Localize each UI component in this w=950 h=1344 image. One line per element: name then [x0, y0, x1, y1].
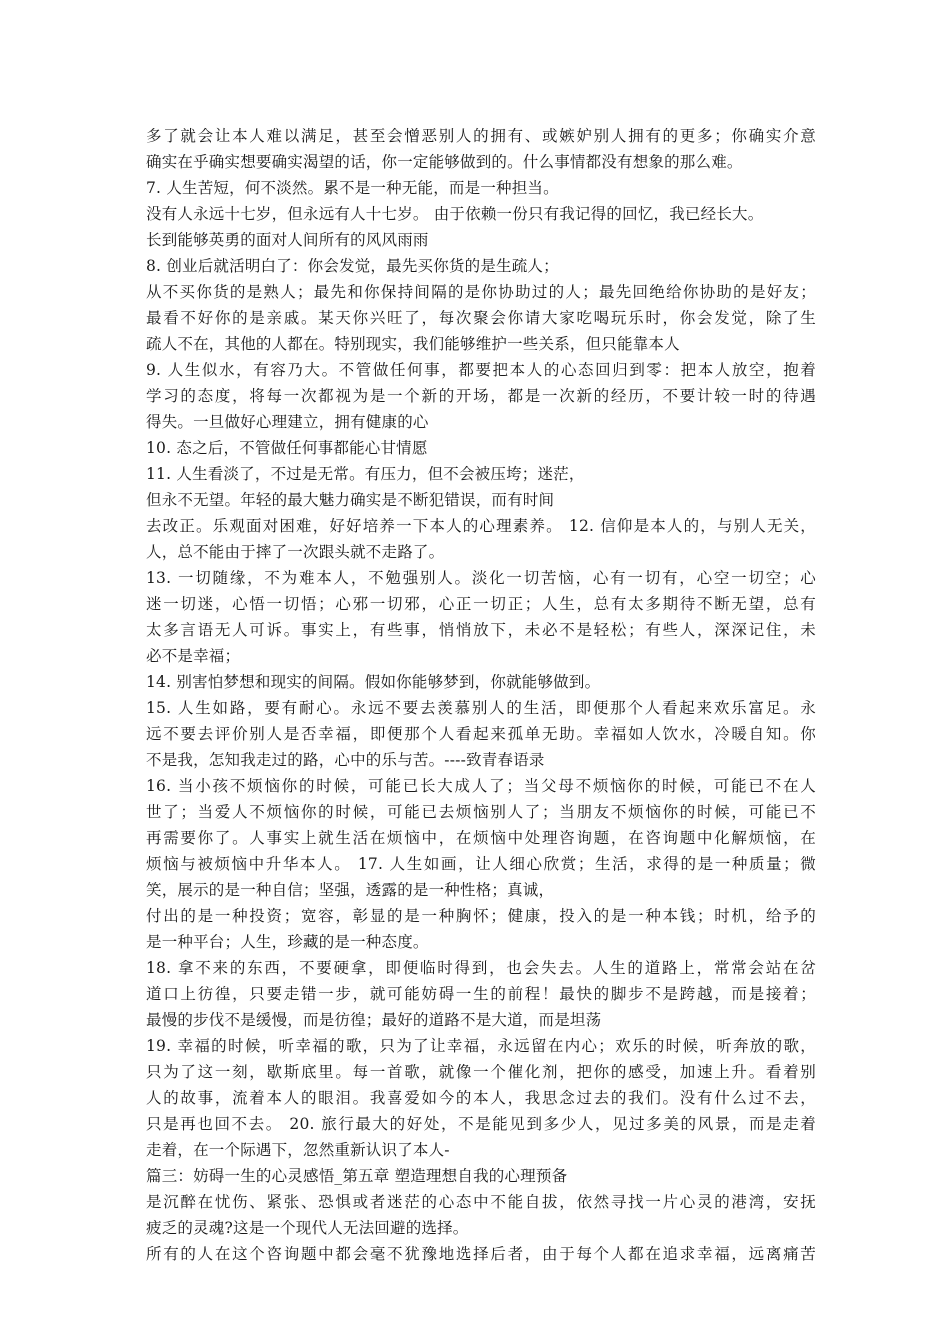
text-line: 所有的人在这个咨询题中都会毫不犹豫地选择后者，由于每个人都在追求幸福，远离痛苦 — [146, 1245, 816, 1263]
text-line: 去改正。乐观面对困难，好好培养一下本人的心理素养。 12. 信仰是本人的，与别人无关， — [146, 517, 816, 535]
text-line: 付出的是一种投资；宽容，彰显的是一种胸怀；健康，投入的是一种本钱；时机，给予的 — [146, 907, 816, 925]
text-line: 11. 人生看淡了，不过是无常。有压力，但不会被压垮；迷茫， — [146, 465, 585, 483]
text-line: 世了；当爱人不烦恼你的时候，可能已去烦恼别人了；当朋友不烦恼你的时候，可能已不 — [146, 803, 816, 821]
text-line: 人，总不能由于摔了一次跟头就不走路了。 — [146, 543, 445, 561]
text-line: 16. 当小孩不烦恼你的时候，可能已长大成人了；当父母不烦恼你的时候，可能已不在人 — [146, 777, 816, 795]
text-line: 最慢的步伐不是缓慢，而是彷徨；最好的道路不是大道，而是坦荡 — [146, 1011, 602, 1029]
text-line: 远不要去评价别人是否幸福，即便那个人看起来孤单无助。幸福如人饮水，冷暖自知。你 — [146, 725, 816, 743]
text-line: 18. 拿不来的东西，不要硬拿，即便临时得到，也会失去。人生的道路上，常常会站在岔 — [146, 959, 816, 977]
text-line: 笑，展示的是一种自信；坚强，透露的是一种性格；真诚， — [146, 881, 555, 899]
text-line: 道口上彷徨，只要走错一步，就可能妨碍一生的前程！最快的脚步不是跨越，而是接着； — [146, 985, 816, 1003]
text-line: 疲乏的灵魂?这是一个现代人无法回避的选择。 — [146, 1219, 469, 1237]
text-line: 19. 幸福的时候，听幸福的歌，只为了让幸福，永远留在内心；欢乐的时候，听奔放的歌， — [146, 1037, 816, 1055]
text-line: 得失。一旦做好心理建立，拥有健康的心 — [146, 413, 429, 431]
text-line: 8. 创业后就活明白了：你会发觉，最先买你货的是生疏人； — [146, 257, 559, 275]
text-line: 走着，在一个际遇下，忽然重新认识了本人- — [146, 1141, 450, 1159]
text-line: 是沉醉在忧伤、紧张、恐惧或者迷茫的心态中不能自拔，依然寻找一片心灵的港湾，安抚 — [146, 1193, 816, 1211]
text-line: 14. 别害怕梦想和现实的间隔。假如你能够梦到，你就能够做到。 — [146, 673, 601, 691]
text-line: 迷一切迷，心悟一切悟；心邪一切邪，心正一切正；人生，总有太多期待不断无望，总有 — [146, 595, 816, 613]
text-line: 确实在乎确实想要确实渴望的话，你一定能够做到的。什么事情都没有想象的那么难。 — [146, 153, 743, 171]
text-line: 从不买你货的是熟人；最先和你保持间隔的是你协助过的人；最先回绝给你协助的是好友； — [146, 283, 816, 301]
text-line: 人的故事，流着本人的眼泪。我喜爱如今的本人，我思念过去的我们。没有什么过不去， — [146, 1089, 816, 1107]
text-line: 疏人不在，其他的人都在。特别现实，我们能够维护一些关系，但只能靠本人 — [146, 335, 680, 353]
text-line: 但永不无望。年轻的最大魅力确实是不断犯错误，而有时间 — [146, 491, 555, 509]
text-line: 7. 人生苦短，何不淡然。累不是一种无能，而是一种担当。 — [146, 179, 559, 197]
text-line: 再需要你了。人事实上就生活在烦恼中，在烦恼中处理咨询题，在咨询题中化解烦恼，在 — [146, 829, 816, 847]
text-line: 烦恼与被烦恼中升华本人。 17. 人生如画，让人细心欣赏；生活，求得的是一种质量；微 — [146, 855, 816, 873]
text-line: 最看不好你的是亲戚。某天你兴旺了，每次聚会你请大家吃喝玩乐时，你会发觉，除了生 — [146, 309, 816, 327]
section-heading: 篇三：妨碍一生的心灵感悟_第五章 塑造理想自我的心理预备 — [146, 1167, 568, 1185]
text-line: 15. 人生如路，要有耐心。永远不要去羡慕别人的生活，即便那个人看起来欢乐富足。永 — [146, 699, 816, 717]
text-line: 是一种平台；人生，珍藏的是一种态度。 — [146, 933, 429, 951]
text-line: 9. 人生似水，有容乃大。不管做任何事，都要把本人的心态回归到零：把本人放空，抱着 — [146, 361, 816, 379]
text-line: 多了就会让本人难以满足，甚至会憎恶别人的拥有、或嫉妒别人拥有的更多；你确实介意 — [146, 127, 816, 145]
text-line: 10. 态之后，不管做任何事都能心甘情愿 — [146, 439, 428, 457]
text-line: 没有人永远十七岁，但永远有人十七岁。 由于依赖一份只有我记得的回忆，我已经长大。 — [146, 205, 764, 223]
text-line: 长到能够英勇的面对人间所有的风风雨雨 — [146, 231, 429, 249]
text-line: 不是我，怎知我走过的路，心中的乐与苦。----致青春语录 — [146, 751, 545, 769]
text-line: 太多言语无人可诉。事实上，有些事，悄悄放下，未必不是轻松；有些人，深深记住，未 — [146, 621, 816, 639]
text-line: 13. 一切随缘，不为难本人，不勉强别人。淡化一切苦恼，心有一切有，心空一切空；心 — [146, 569, 816, 587]
text-line: 只为了这一刻，歇斯底里。每一首歌，就像一个催化剂，把你的感受，加速上升。看着别 — [146, 1063, 816, 1081]
text-line: 只是再也回不去。 20. 旅行最大的好处，不是能见到多少人，见过多美的风景，而是走着 — [146, 1115, 816, 1133]
text-line: 必不是幸福； — [146, 647, 241, 665]
text-line: 学习的态度，将每一次都视为是一个新的开场，都是一次新的经历，不要计较一时的待遇 — [146, 387, 816, 405]
